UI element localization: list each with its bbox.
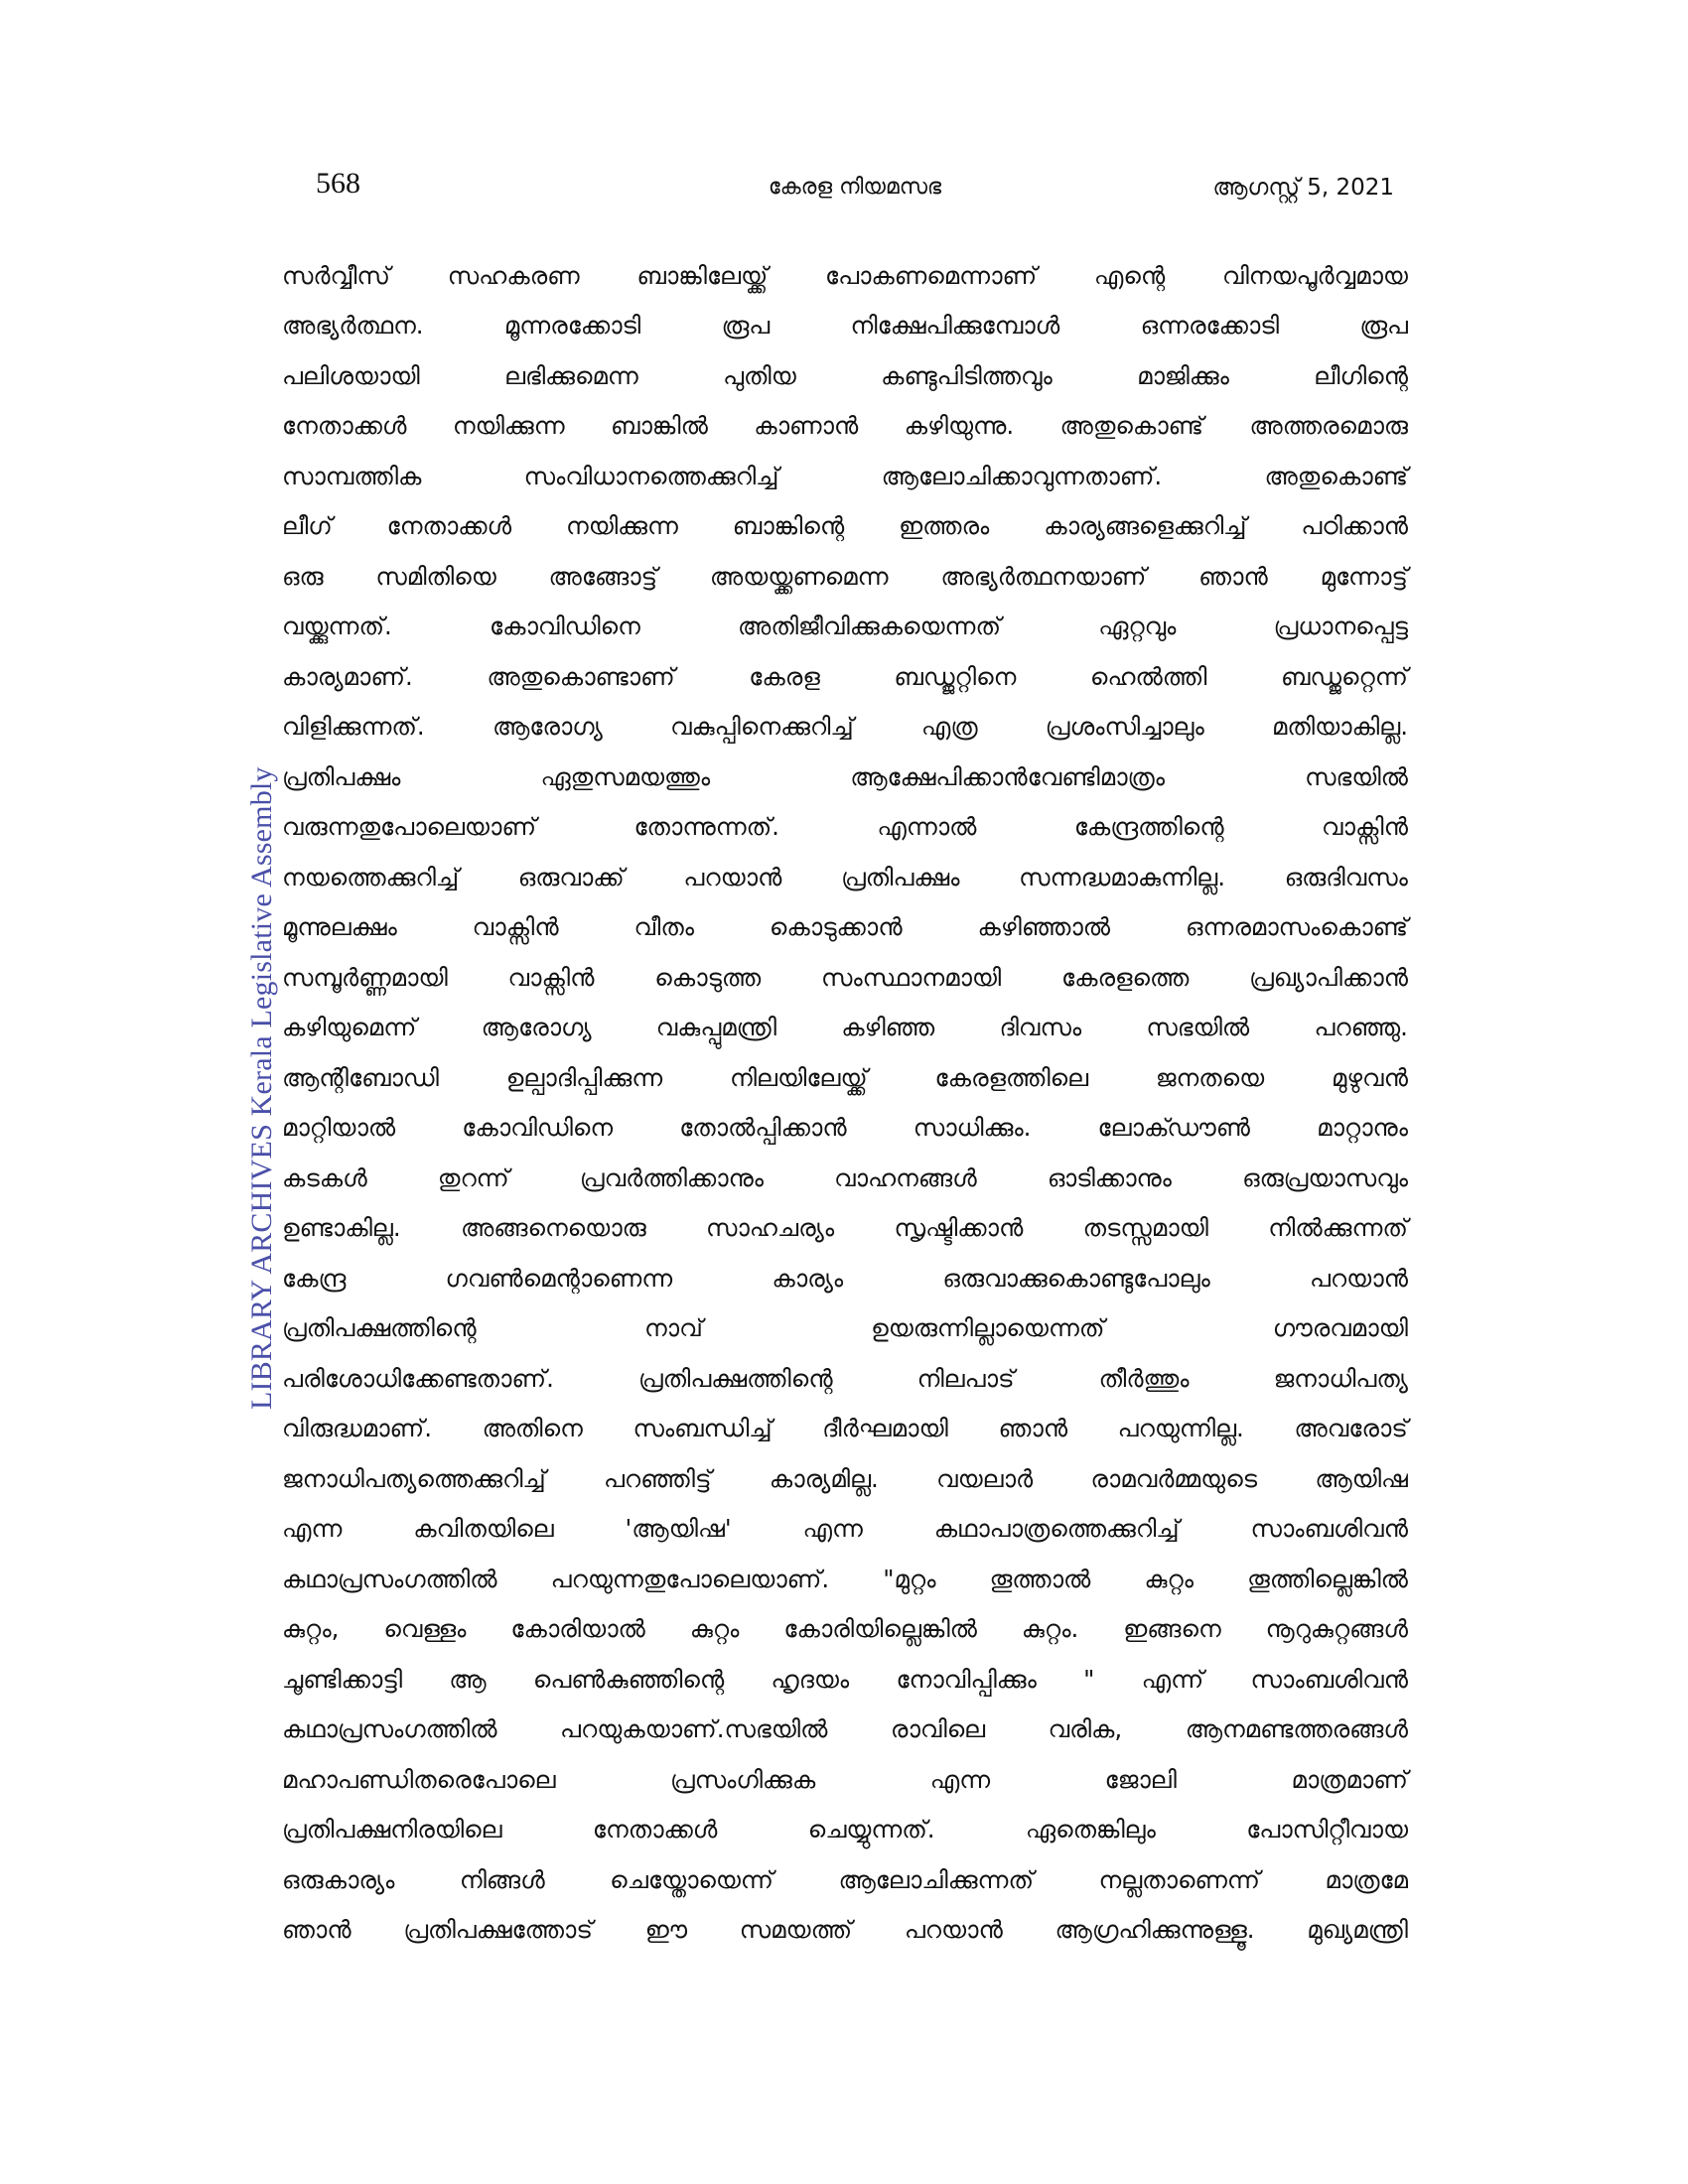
text-line (282, 1153, 1408, 1203)
text-word: പ്രസംഗിക്കുക (670, 1764, 816, 1794)
text-word: കേരള (749, 661, 820, 691)
text-line (282, 1303, 1408, 1354)
text-line (282, 1203, 1408, 1254)
text-word: ഒരു (282, 561, 324, 591)
text-word: മഹാപണ്ഡിതരെപോലെ (282, 1764, 556, 1794)
text-word: കവിതയിലെ (413, 1514, 554, 1544)
text-line (282, 1905, 1408, 1956)
text-word: ഉയരുന്നില്ലായെന്നത് (871, 1313, 1105, 1343)
text-word: കുറ്റം (1144, 1564, 1195, 1593)
text-word: വരിക, (1048, 1714, 1123, 1744)
text-word: ഞാൻ (1198, 561, 1268, 591)
text-word: തീർത്തും (1098, 1363, 1190, 1393)
text-word: ഏതുസമയത്തും (540, 761, 711, 791)
text-word: ഹെൽത്തി (1089, 661, 1207, 691)
text-word: ആ (449, 1664, 487, 1694)
text-word: സാമ്പത്തിക (282, 461, 422, 490)
text-word: അങ്ങനെയൊരു (460, 1213, 646, 1243)
header-date: ആഗസ്റ്റ് 5, 2021 (1212, 175, 1394, 201)
text-word: ആയിഷ (1315, 1463, 1408, 1493)
page-number: 568 (316, 167, 360, 200)
text-word: തൂത്താൽ (989, 1564, 1091, 1593)
text-word: സാംബശിവൻ (1250, 1664, 1408, 1694)
text-word: അതിജീവിക്കുകയെന്നത് (738, 612, 1002, 641)
text-word: പെൺകുഞ്ഞിന്റെ (532, 1664, 725, 1694)
text-word: കുറ്റം. (1021, 1614, 1079, 1644)
text-line (282, 802, 1408, 853)
text-word: ആനമണ്ടത്തരങ്ങൾ (1185, 1714, 1408, 1744)
text-word: തൂത്തില്ലെങ്കിൽ (1247, 1564, 1408, 1593)
text-word: ഉണ്ടാകില്ല. (282, 1213, 401, 1243)
text-word: വകുപ്പിനെക്കുറിച്ച് (670, 712, 854, 742)
text-word: സർവ്വീസ് (282, 260, 391, 290)
text-word: ഏതെങ്കിലും (1025, 1815, 1156, 1844)
text-line (282, 1854, 1408, 1905)
text-word: ചെയ്തോയെന്ന് (610, 1864, 774, 1894)
text-word: നോവിപ്പിക്കും (896, 1664, 1037, 1694)
text-word: തോന്നുന്നത്. (633, 812, 779, 842)
text-word: നേതാക്കൾ (592, 1815, 718, 1844)
text-word: വിളിക്കുന്നത്. (282, 712, 425, 742)
text-word: വിനയപൂർവ്വമായ (1221, 260, 1408, 290)
text-word: കഥാപ്രസംഗത്തിൽ (282, 1714, 497, 1744)
text-word: വാക്സിൻ (1322, 812, 1408, 842)
text-word: തുറന്ന് (437, 1162, 509, 1192)
text-line (282, 1003, 1408, 1053)
text-line (282, 702, 1408, 752)
text-word: സമയത്ത് (739, 1915, 853, 1945)
text-word: ഗവൺമെന്റാണെന്ന (445, 1263, 673, 1293)
text-word: നൂറുകുറ്റങ്ങൾ (1265, 1614, 1408, 1644)
text-word: പലിശയായി (282, 360, 420, 390)
text-word: കാര്യമാണ്. (282, 661, 413, 691)
text-word: " (1083, 1664, 1095, 1694)
text-word: പഠിക്കാൻ (1301, 511, 1408, 541)
text-word: സാധിക്കും. (913, 1113, 1032, 1143)
text-word: പ്രതിപക്ഷത്തോട് (403, 1915, 593, 1945)
text-word: വരുന്നതുപോലെയാണ് (282, 812, 537, 842)
text-word: വിരുദ്ധമാണ്. (282, 1414, 432, 1443)
text-word: നിങ്ങൾ (459, 1864, 545, 1894)
text-word: ജനാധിപത്യത്തെക്കുറിച്ച് (282, 1463, 546, 1493)
text-line (282, 1805, 1408, 1855)
text-word: സമിതിയെ (375, 561, 496, 591)
text-word: പറഞ്ഞിട്ട് (603, 1463, 712, 1493)
text-word: നയിക്കുന്ന (452, 411, 565, 441)
text-word: കഴിയുന്നു. (904, 411, 1015, 441)
text-word: സാംബശിവൻ (1250, 1514, 1408, 1544)
text-word: ജനതയെ (1155, 1062, 1265, 1092)
text-word: സംബന്ധിച്ച് (633, 1414, 773, 1443)
text-word: കാണാൻ (754, 411, 859, 441)
text-word: പോസിറ്റീവായ (1246, 1815, 1408, 1844)
text-word: സഭയിൽ (1146, 1013, 1250, 1042)
text-word: മുഖ്യമന്ത്രി (1307, 1915, 1408, 1945)
text-word: ദീർഘമായി (822, 1414, 948, 1443)
text-word: പ്രതിപക്ഷം (841, 862, 960, 891)
text-word: ഒരുപ്രയാസവും (1242, 1162, 1408, 1192)
text-word: പ്രധാനപ്പെട്ട (1273, 612, 1408, 641)
text-word: പ്രവർത്തിക്കാനും (579, 1162, 764, 1192)
text-word: മൂന്നുലക്ഷം (282, 912, 397, 942)
text-word: ആരോഗ്യ (481, 1013, 592, 1042)
text-word: "മുറ്റം (883, 1564, 936, 1593)
text-word: ബാങ്കിലേയ്ക്ക് (636, 260, 769, 290)
text-word: കേന്ദ്ര (282, 1263, 347, 1293)
text-word: മാറ്റിയാൽ (282, 1113, 396, 1143)
text-line (282, 350, 1408, 401)
text-word: നേതാക്കൾ (282, 411, 407, 441)
text-word: ജനാധിപത്യ (1273, 1363, 1408, 1393)
text-word: കഴിഞ്ഞ (841, 1013, 935, 1042)
text-word: കൊടുത്ത (654, 962, 762, 992)
text-word: ജോലി (1104, 1764, 1177, 1794)
text-word: കാര്യങ്ങളെക്കുറിച്ച് (1044, 511, 1247, 541)
text-line (282, 501, 1408, 552)
text-word: കഴിഞ്ഞാൽ (977, 912, 1111, 942)
text-word: നയത്തെക്കുറിച്ച് (282, 862, 460, 891)
text-word: ഒന്നരമാസംകൊണ്ട് (1185, 912, 1408, 942)
header-title: കേരള നിയമസഭ (768, 175, 942, 200)
text-word: ഈ (644, 1915, 688, 1945)
text-word: തോൽപ്പിക്കാൻ (679, 1113, 847, 1143)
text-word: വാഹനങ്ങൾ (834, 1162, 977, 1192)
text-word: അതുകൊണ്ടാണ് (487, 661, 675, 691)
archive-watermark: LIBRARY ARCHIVES Kerala Legislative Assembly (245, 766, 278, 1410)
text-word: ആഗ്രഹിക്കുന്നുള്ളൂ. (1055, 1915, 1255, 1945)
text-word: അവരോട് (1294, 1414, 1408, 1443)
text-word: ലഭിക്കുമെന്ന (504, 360, 638, 390)
text-word: മാറ്റാനും (1317, 1113, 1408, 1143)
text-word: പറയാൻ (683, 862, 782, 891)
text-word: കാര്യമില്ല. (769, 1463, 879, 1493)
text-word: കോവിഡിനെ (462, 1113, 614, 1143)
text-line (282, 751, 1408, 802)
text-word: സാഹചര്യം (706, 1213, 835, 1243)
text-word: ഒരുവാക്ക് (517, 862, 625, 891)
text-word: മാത്രമേ (1325, 1864, 1408, 1894)
text-word: പ്രതിപക്ഷത്തിന്റെ (282, 1313, 477, 1343)
text-word: മൂന്നരക്കോടി (503, 311, 641, 341)
text-word: കണ്ടുപിടിത്തവും (881, 360, 1053, 390)
text-word: കടകൾ (282, 1162, 367, 1192)
text-word: പ്രതിപക്ഷനിരയിലെ (282, 1815, 502, 1844)
text-word: കൊടുക്കാൻ (769, 912, 903, 942)
text-word: ലീഗിന്റെ (1314, 360, 1408, 390)
text-word: പറഞ്ഞു. (1314, 1013, 1408, 1042)
text-word: ഒരുവാക്കുകൊണ്ടുപോലും (942, 1263, 1210, 1293)
text-word: ഹൃദയം (771, 1664, 850, 1694)
text-word: മാജിക്കും (1137, 360, 1229, 390)
text-line (282, 1404, 1408, 1454)
text-word: വയലാർ (936, 1463, 1034, 1493)
text-word: എത്ര (920, 712, 978, 742)
text-word: നിലപാട് (916, 1363, 1015, 1393)
text-word: രാവിലെ (890, 1714, 986, 1744)
text-word: ഒന്നരക്കോടി (1140, 311, 1280, 341)
text-word: ബഡ്ജറ്റെന്ന് (1280, 661, 1408, 691)
text-word: എന്റെ (1093, 260, 1166, 290)
text-word: പരിശോധിക്കേണ്ടതാണ്. (282, 1363, 554, 1393)
text-word: ആക്ഷേപിക്കാൻവേണ്ടിമാത്രം (850, 761, 1166, 791)
text-word: കുറ്റം, (282, 1614, 340, 1644)
text-word: ഇത്തരം (899, 511, 990, 541)
text-word: പോകണമെന്നാണ് (824, 260, 1038, 290)
text-word: ഞാൻ (998, 1414, 1068, 1443)
text-word: പറയുകയാണ്.സഭയിൽ (560, 1714, 828, 1744)
text-word: കോവിഡിനെ (489, 612, 640, 641)
text-word: രൂപ (721, 311, 771, 341)
text-word: മുന്നോട്ട് (1320, 561, 1408, 591)
text-line (282, 451, 1408, 501)
text-word: സൃഷ്ടിക്കാൻ (894, 1213, 1024, 1243)
text-word: വകുപ്പുമന്ത്രി (655, 1013, 777, 1042)
text-word: കഴിയുമെന്ന് (282, 1013, 417, 1042)
text-line (282, 602, 1408, 652)
text-word: ലീഗ് (282, 511, 333, 541)
text-word: അഭ്യർത്ഥന. (282, 311, 424, 341)
text-word: പറയാൻ (904, 1915, 1003, 1945)
text-word: രാമവർമ്മയുടെ (1090, 1463, 1258, 1493)
text-word: പ്രഖ്യാപിക്കാൻ (1249, 962, 1408, 992)
text-word: തടസ്സമായി (1082, 1213, 1208, 1243)
text-word: പ്രതിപക്ഷത്തിന്റെ (637, 1363, 833, 1393)
text-word: നിൽക്കുന്നത് (1268, 1213, 1408, 1243)
text-word: മതിയാകില്ല. (1272, 712, 1408, 742)
text-line (282, 1504, 1408, 1555)
text-line (282, 551, 1408, 602)
text-word: നല്ലതാണെന്ന് (1098, 1864, 1261, 1894)
text-word: വീതം (633, 912, 694, 942)
text-word: സഹകരണ (447, 260, 580, 290)
text-word: വാക്സിൻ (507, 962, 595, 992)
text-line (282, 902, 1408, 953)
text-line (282, 952, 1408, 1003)
text-word: കോരിയില്ലെങ്കിൽ (783, 1614, 977, 1644)
body-text (282, 250, 1408, 1955)
text-word: വെള്ളം (383, 1614, 467, 1644)
text-word: ഉല്പാദിപ്പിക്കുന്ന (505, 1062, 663, 1092)
text-word: അതുകൊണ്ട് (1059, 411, 1204, 441)
text-word: അഭ്യർത്ഥനയാണ് (940, 561, 1147, 591)
text-word: ലോക്ഡൗൺ (1097, 1113, 1250, 1143)
text-word: പ്രതിപക്ഷം (282, 761, 401, 791)
text-word: വാക്സിൻ (472, 912, 559, 942)
text-word: കോരിയാൽ (510, 1614, 645, 1644)
text-word: ദിവസം (999, 1013, 1082, 1042)
text-word: സഭയിൽ (1305, 761, 1408, 791)
text-word: ബാങ്കിൽ (610, 411, 708, 441)
text-word: കേരളത്തിലെ (934, 1062, 1089, 1092)
text-word: കഥാപാത്രത്തെക്കുറിച്ച് (933, 1514, 1180, 1544)
text-word: അയയ്ക്കണമെന്ന (709, 561, 889, 591)
text-word: നേതാക്കൾ (386, 511, 512, 541)
text-line (282, 1654, 1408, 1705)
text-word: സമ്പൂർണ്ണമായി (282, 962, 448, 992)
text-word: മാത്രമാണ് (1291, 1764, 1408, 1794)
text-word: രൂപ (1359, 311, 1408, 341)
text-word: ബഡ്ജറ്റിനെ (894, 661, 1017, 691)
text-word: നിക്ഷേപിക്കുമ്പോൾ (850, 311, 1060, 341)
text-word: ചൂണ്ടിക്കാട്ടി (282, 1664, 403, 1694)
text-word: ആരോഗ്യ (492, 712, 603, 742)
text-word: നയിക്കുന്ന (566, 511, 678, 541)
text-word: പറയുന്നതുപോലെയാണ്. (550, 1564, 830, 1593)
text-line (282, 1453, 1408, 1504)
text-word: എന്ന (802, 1514, 863, 1544)
text-word: ഒരുദിവസം (1284, 862, 1408, 891)
text-word: അതുകൊണ്ട് (1264, 461, 1408, 490)
text-line (282, 1604, 1408, 1655)
text-line (282, 301, 1408, 351)
text-word: സന്നദ്ധമാകുന്നില്ല. (1019, 862, 1226, 891)
text-line (282, 651, 1408, 702)
text-word: അത്തരമൊരു (1249, 411, 1408, 441)
text-line (282, 1103, 1408, 1154)
text-word: കാര്യം (772, 1263, 844, 1293)
text-word: മുഴുവൻ (1331, 1062, 1408, 1092)
text-word: എന്നാൽ (877, 812, 977, 842)
text-line (282, 1554, 1408, 1604)
text-line (282, 250, 1408, 301)
text-word: ഇങ്ങനെ (1123, 1614, 1221, 1644)
text-word: വയ്ക്കുന്നത്. (282, 612, 392, 641)
text-word: ഞാൻ (282, 1915, 352, 1945)
text-word: സംസ്ഥാനമായി (821, 962, 1002, 992)
text-word: ചെയ്യുന്നത്. (807, 1815, 935, 1844)
text-word: ബാങ്കിന്റെ (732, 511, 845, 541)
text-word: ഗൗരവമായി (1272, 1313, 1408, 1343)
text-line (282, 401, 1408, 452)
text-word: നാവ് (643, 1313, 703, 1343)
text-word: എന്ന (929, 1764, 991, 1794)
text-line (282, 1754, 1408, 1805)
text-word: പറയുന്നില്ല. (1117, 1414, 1244, 1443)
text-line (282, 852, 1408, 902)
text-word: കേന്ദ്രത്തിന്റെ (1073, 812, 1224, 842)
text-word: കഥാപ്രസംഗത്തിൽ (282, 1564, 497, 1593)
text-word: പറയാൻ (1309, 1263, 1408, 1293)
text-word: 'ആയിഷ' (625, 1514, 732, 1544)
text-word: ആന്റിബോഡി (282, 1062, 439, 1092)
text-line (282, 1253, 1408, 1303)
text-word: ആലോചിക്കാവുന്നതാണ്. (881, 461, 1163, 490)
text-line (282, 1353, 1408, 1404)
text-line (282, 1705, 1408, 1755)
text-word: കുറ്റം (689, 1614, 740, 1644)
text-word: ഏറ്റവും (1098, 612, 1177, 641)
page-header (316, 164, 1394, 204)
text-word: പ്രശംസിച്ചാലും (1045, 712, 1204, 742)
text-word: ആലോചിക്കുന്നത് (838, 1864, 1035, 1894)
text-word: അതിനെ (482, 1414, 583, 1443)
text-line (282, 1052, 1408, 1103)
text-word: ഒരുകാര്യം (282, 1864, 395, 1894)
text-word: ഓടിക്കാനും (1047, 1162, 1172, 1192)
text-word: പുതിയ (723, 360, 796, 390)
text-word: നിലയിലേയ്ക്ക് (729, 1062, 868, 1092)
text-word: എന്ന് (1141, 1664, 1204, 1694)
text-word: കേരളത്തെ (1061, 962, 1190, 992)
text-word: സംവിധാനത്തെക്കുറിച്ച് (523, 461, 779, 490)
text-word: എന്ന (282, 1514, 343, 1544)
text-word: അങ്ങോട്ട് (548, 561, 658, 591)
